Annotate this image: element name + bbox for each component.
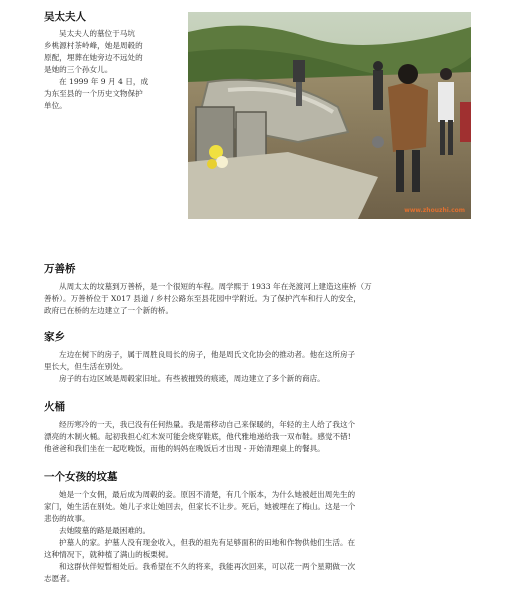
section-title-home: 家乡	[44, 331, 65, 343]
paragraph-home	[44, 349, 484, 385]
text-line: 从周太太的坟墓到万善桥，是一个很短的车程。周学熙于 1933 年在尧渡河上建造这座桥（万	[59, 282, 372, 291]
paragraph-wu	[44, 28, 182, 112]
text-line: 单位。	[44, 101, 67, 110]
text-line: 他爸爸和我们坐在一起吃晚饭，而他的妈妈在晚饭后才出现 - 开始清理桌上的餐具。	[44, 444, 325, 453]
text-line: 里长大，但生活在别处。	[44, 362, 128, 371]
text-line: 志愿者。	[44, 574, 75, 583]
paragraph-girl	[44, 489, 484, 585]
text-line: 她是一个女佣，最后成为周毂的妾。原因不清楚，有几个版本，为什么她被赶出周先生的	[59, 490, 356, 499]
tomb-photo	[188, 12, 471, 219]
section-title-wu: 吴太夫人	[44, 11, 86, 23]
text-line: 政府已在桥的左边建立了一个新的桥。	[44, 306, 174, 315]
photo-watermark: www.zhouzhi.com	[404, 207, 465, 214]
paragraph-bridge	[44, 281, 484, 317]
text-line: 去她陵墓的路是最困难的。	[59, 526, 151, 535]
paragraph-brazier	[44, 419, 484, 455]
text-line: 漂亮的木制火桶。起初我担心红木炭可能会烧穿鞋底，他代雅地递给我一双布鞋。感觉不错!	[44, 432, 351, 441]
text-line: 左边在树下的房子，属于周胜良局长的房子，他是周氏文化协会的推动者。他在这所房子	[59, 350, 356, 359]
text-line: 家门，她生活在别处。她儿子求让她回去，但家长不让步。死后，她被埋在了梅山。这是一个	[44, 502, 356, 511]
text-line: 护墓人的家。护墓人没有现金收入，但我的祖先有足够面积的田地和作物供他们生活。在	[59, 538, 356, 547]
text-line: 这种情况下，就种植了满山的板栗树。	[44, 550, 174, 559]
text-line: 在 1999 年 9 月 4 日，成	[59, 77, 149, 86]
text-line: 房子的右边区域是周毂家旧址。有些被摧毁的痕迹，周边建立了多个新的商店。	[59, 374, 325, 383]
text-line: 和这群伙伴短暂相处后。我希望在不久的将来，我能再次回来，可以花一两个星期做一次	[59, 562, 356, 571]
text-line: 原配，埋葬在她旁边不远处的	[44, 53, 143, 62]
section-title-bridge: 万善桥	[44, 263, 76, 275]
text-line: 为东至县的一个历史文物保护	[44, 89, 143, 98]
section-title-brazier: 火桶	[44, 401, 65, 413]
text-line: 经历寒冷的一天，我已没有任何热量。我是需移动自己来保暖的，年轻的主人给了我这个	[59, 420, 356, 429]
text-line: 善桥）。万善桥位于 X017 县道 / 乡村公路东至县花园中学附近。为了保护汽车和行人的安全，	[44, 294, 361, 303]
text-line: 悲伤的故事。	[44, 514, 90, 523]
tomb-photo-illustration	[188, 12, 471, 219]
section-title-girl: 一个女孩的坟墓	[44, 471, 118, 483]
text-line: 是她的三个孙女儿。	[44, 65, 113, 74]
text-line: 吴太夫人的墓位于马坑	[59, 29, 135, 38]
text-line: 乡桃源村茶岭峰，她是周毂的	[44, 41, 143, 50]
